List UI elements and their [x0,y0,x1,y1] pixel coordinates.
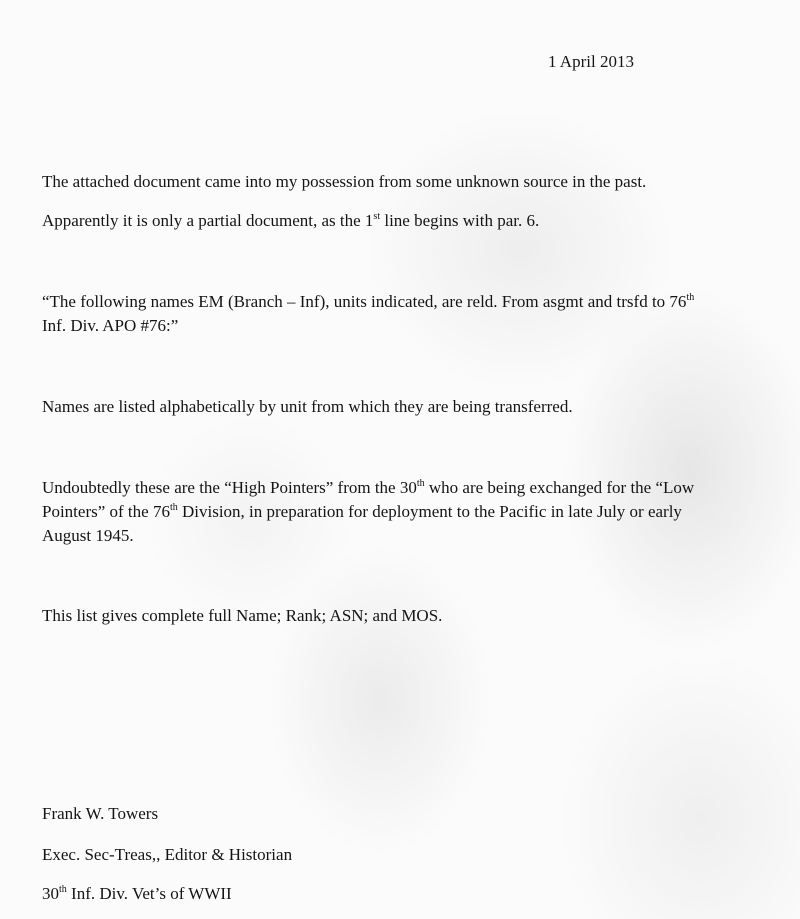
organization-number: 30 [42,884,59,903]
ordinal-suffix: th [59,884,67,895]
signature-organization [42,882,232,906]
high-pointers-text-2: who are being exchanged for the “Low [424,478,695,497]
signature-title: Exec. Sec-Treas,, Editor & Historian [42,845,293,864]
high-pointers-text-4: Division, in preparation for deployment to the Pacific in late July or early [177,502,682,521]
paragraph-high-pointers-line-3: August 1945. [42,526,134,545]
quote-line-1 [42,290,694,314]
organization-name: Inf. Div. Vet’s of WWII [66,884,232,903]
signature-name: Frank W. Towers [42,804,159,823]
ordinal-suffix: st [373,211,381,222]
paragraph-partial-document [42,209,539,233]
quote-line-2: Inf. Div. APO #76:” [42,316,179,335]
paragraph-listing-order: Names are listed alphabetically by unit from which they are being transferred. [42,397,573,416]
ordinal-suffix: th [416,478,425,489]
paragraph-high-pointers-line-1 [42,476,694,500]
paragraph-partial-text-after: line begins with par. 6. [380,211,540,230]
paragraph-partial-text-before: Apparently it is only a partial document, as the 1 [42,211,374,230]
paragraph-origin: The attached document came into my possession from some unknown source in the past. [42,172,647,191]
paragraph-list-contents: This list gives complete full Name; Rank; ASN; and MOS. [42,606,443,625]
ordinal-suffix: th [169,502,178,513]
ordinal-suffix: th [686,292,695,303]
high-pointers-text-1: Undoubtedly these are the “High Pointers” from the 30 [42,478,417,497]
paragraph-high-pointers-line-2 [42,500,682,524]
quote-line-1-text: “The following names EM (Branch – Inf), units indicated, are reld. From asgmt and trsfd to 76 [42,292,687,311]
document-date: 1 April 2013 [548,52,634,71]
high-pointers-text-3: Pointers” of the 76 [42,502,170,521]
